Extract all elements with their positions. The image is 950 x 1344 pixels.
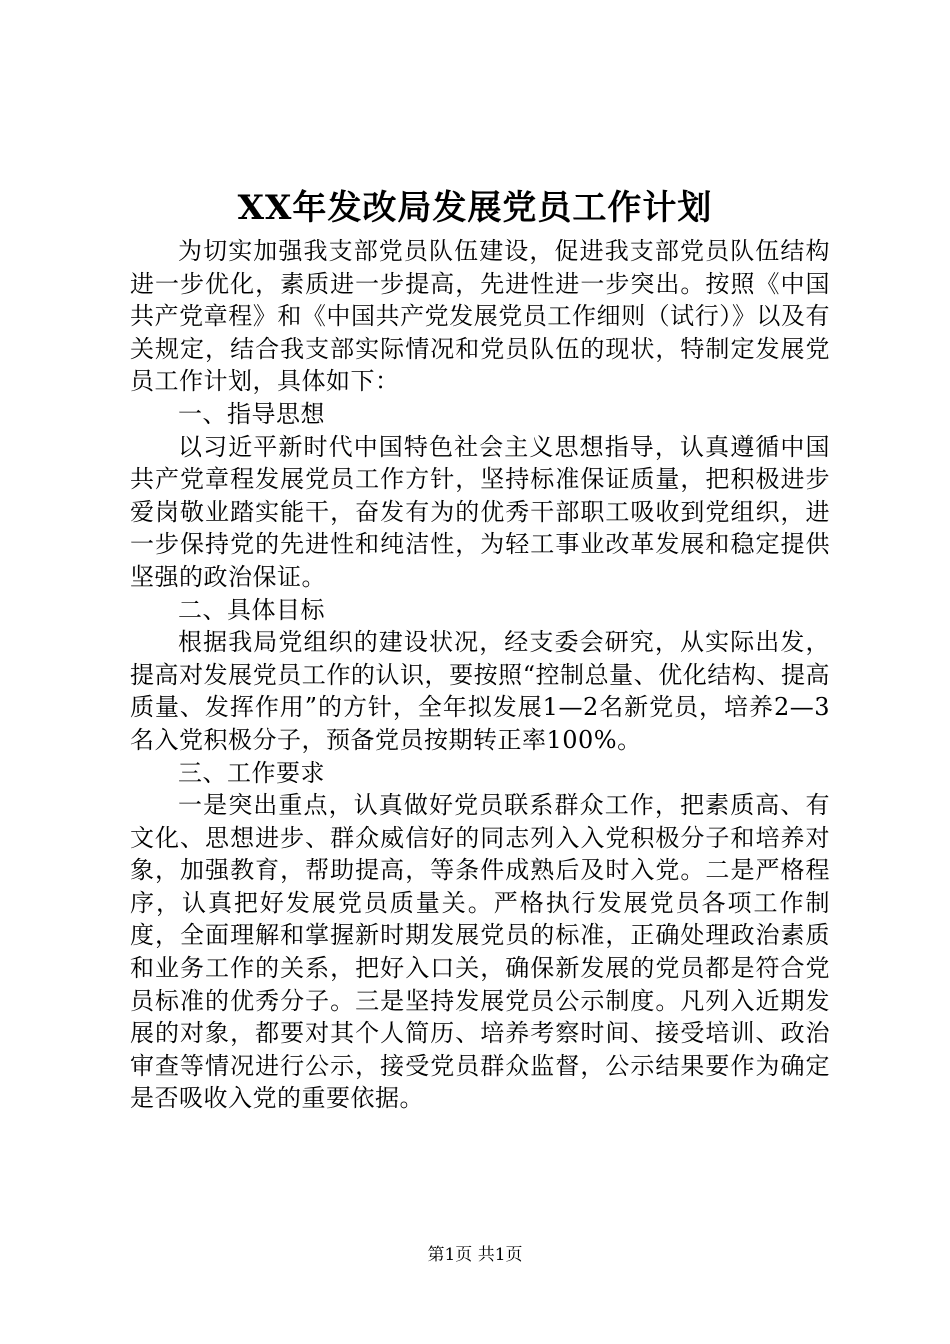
section-heading-guiding-ideology: 一、指导思想 — [178, 399, 325, 428]
document-title: XX年发改局发展党员工作计划 — [237, 188, 713, 228]
section-heading-specific-goals: 二、具体目标 — [178, 595, 325, 624]
intro-paragraph: 为切实加强我支部党员队伍建设，促进我支部党员队伍结构进一步优化，素质进一步提高，先进性进一步突出。按照《中国共产党章程》和《中国共产党发展党员工作细则（试行）》以及有关规定，结合我支部实际情况和党员队伍的现状，特制定发展党员工作计划，具体如下： — [130, 237, 830, 396]
document-body — [130, 235, 830, 1115]
guiding-ideology-paragraph: 以习近平新时代中国特色社会主义思想指导，认真遵循中国共产党章程发展党员工作方针，坚持标准保证质量，把积极进步爱岗敬业踏实能干，奋发有为的优秀干部职工吸收到党组织，进一步保持党的先进性和纯洁性，为轻工事业改革发展和稳定提供坚强的政治保证。 — [130, 432, 830, 591]
section-heading-work-requirements: 三、工作要求 — [178, 758, 325, 787]
specific-goals-paragraph: 根据我局党组织的建设状况，经支委会研究，从实际出发，提高对发展党员工作的认识，要按照“控制总量、优化结构、提高质量、发挥作用”的方针，全年拟发展1—2名新党员，培养2—3名入党积极分子，预备党员按期转正率100%。 — [130, 628, 830, 754]
page-footer: 第1页 共1页 — [427, 1245, 523, 1265]
work-requirements-paragraph: 一是突出重点，认真做好党员联系群众工作，把素质高、有文化、思想进步、群众威信好的同志列入入党积极分子和培养对象，加强教育，帮助提高，等条件成熟后及时入党。二是严格程序，认真把好发展党员质量关。严格执行发展党员各项工作制度，全面理解和掌握新时期发展党员的标准，正确处理政治素质和业务工作的关系，把好入口关，确保新发展的党员都是符合党员标准的优秀分子。三是坚持发展党员公示制度。凡列入近期发展的对象，都要对其个人简历、培养考察时间、接受培训、政治审查等情况进行公示，接受党员群众监督，公示结果要作为确定是否吸收入党的重要依据。 — [130, 791, 830, 1113]
